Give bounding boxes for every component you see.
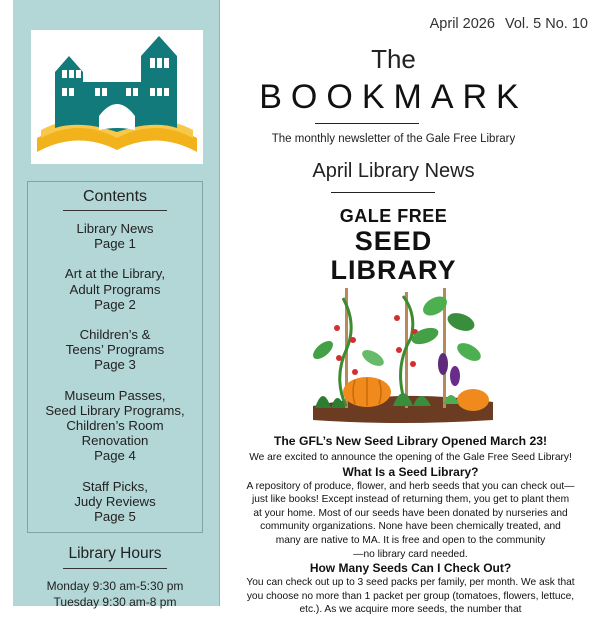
masthead-the: The [371, 44, 416, 74]
garden-illustration [293, 288, 503, 428]
masthead-title: BOOKMARK [259, 78, 528, 116]
seed-library-article [221, 434, 600, 617]
article-paragraph-1-line: just like books! Except instead of returning them, you get to plant them [251, 494, 570, 506]
article-paragraph-2-line: etc.). As we acquire more seeds, the number that [299, 604, 522, 616]
article-paragraph-2-line: You can check out up to 3 seed packs per family, per month. We ask that [246, 577, 575, 589]
article-intro: We are excited to announce the opening of the Gale Free Seed Library! [249, 452, 572, 463]
toc-item-art-adult-programs[interactable]: Art at the Library, Adult Programs Page 2 [64, 266, 166, 312]
library-logo [31, 30, 203, 164]
article-paragraph-2-line: you choose no more than 1 packet per group (tomatoes, flowers, lettuce, [246, 590, 575, 602]
hours-monday: Monday 9:30 am-5:30 pm [46, 579, 184, 593]
contents-divider [63, 210, 167, 211]
contents-heading: Contents [82, 188, 148, 205]
library-hours [27, 545, 203, 610]
masthead-divider [315, 123, 419, 124]
hours-heading: Library Hours [68, 545, 162, 562]
toc-item-staff-picks[interactable]: Staff Picks, Judy Reviews Page 5 [74, 478, 156, 525]
hours-divider [63, 568, 167, 569]
seed-title-line-2: SEED [354, 226, 433, 256]
toc-item-childrens-teens-programs[interactable]: Children’s & Teens’ Programs Page 3 [65, 327, 165, 373]
issue-date: April 2026 [429, 16, 495, 32]
article-question-2: How Many Seeds Can I Check Out? [309, 561, 512, 576]
seed-library-graphic-title [221, 206, 566, 285]
section-divider [331, 192, 435, 193]
sidebar [13, 0, 220, 609]
toc-item-library-news[interactable]: Library News Page 1 [76, 221, 154, 252]
hours-tuesday: Tuesday 9:30 am-8 pm [53, 595, 177, 609]
issue-info [424, 16, 588, 32]
toc-item-museum-passes[interactable]: Museum Passes, Seed Library Programs, Children’s Room Renovation Page 4 [45, 387, 185, 464]
article-paragraph-1-line: —no library card needed. [353, 548, 468, 560]
article-question-1: What Is a Seed Library? [342, 464, 479, 479]
table-of-contents [27, 181, 203, 533]
masthead-tagline: The monthly newsletter of the Gale Free Library [271, 133, 516, 145]
seed-title-line-3: LIBRARY [330, 255, 457, 285]
article-paragraph-1-line: at your home. Most of our seeds have been donated by nurseries and [253, 507, 568, 519]
seed-title-line-1: GALE FREE [339, 206, 448, 226]
issue-volume: Vol. 5 No. 10 [504, 16, 588, 32]
article-paragraph-1-line: community organizations. None have been chemically treated, and [260, 521, 561, 533]
article-paragraph-1-line: many are native to MA. It is free and open to the community [275, 534, 546, 546]
article-paragraph-1-line: A repository of produce, flower, and herb seeds that you can check out— [246, 480, 575, 492]
main-column [221, 0, 600, 616]
section-title: April Library News [312, 160, 475, 182]
article-headline: The GFL’s New Seed Library Opened March 23! [273, 434, 548, 448]
